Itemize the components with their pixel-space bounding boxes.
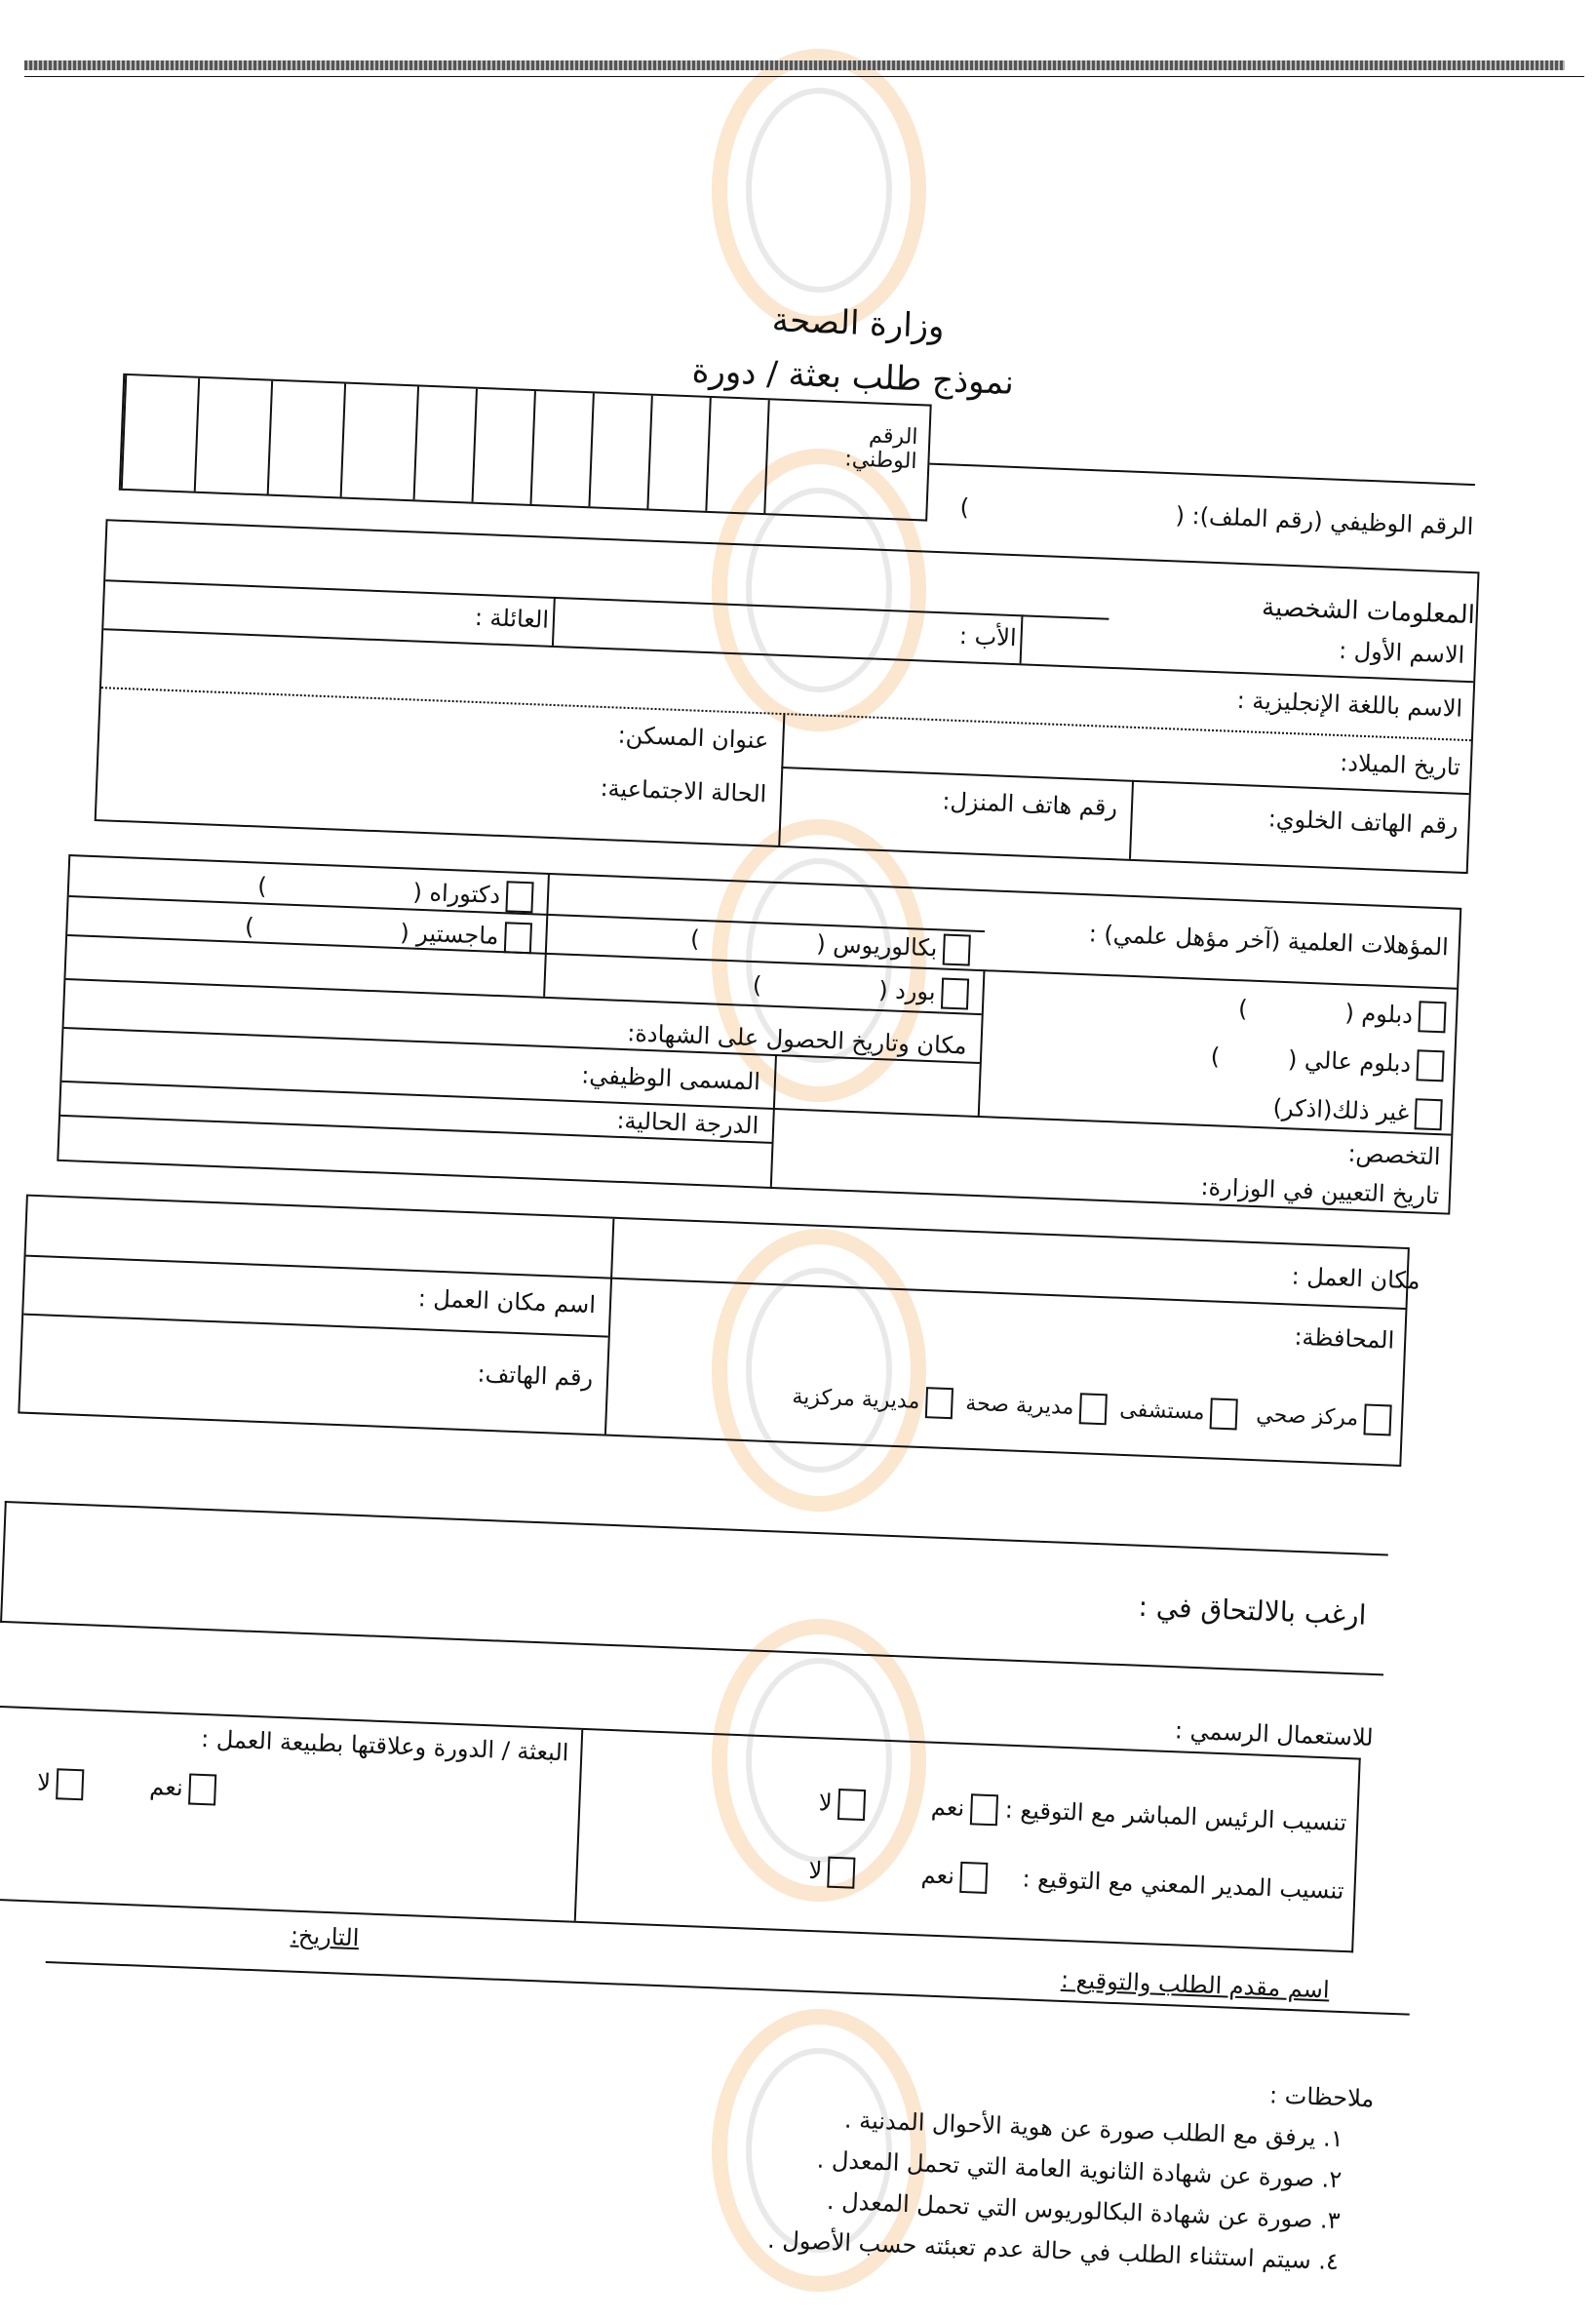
file-number-label: الرقم الوظيفي (رقم الملف): (	[1175, 501, 1474, 541]
id-digit-cell[interactable]	[646, 396, 709, 511]
note-item: ١. يرفق مع الطلب صورة عن هوية الأحوال المدنية .	[843, 2105, 1344, 2153]
director-recommendation: تنسيب المدير المعني مع التوقيع : نعم لا	[807, 1856, 1345, 1906]
relevance-options	[37, 1767, 217, 1805]
id-digit-cell[interactable]	[267, 381, 344, 497]
ministry-name: وزارة الصحة	[771, 300, 946, 347]
qualifications-heading: المؤهلات العلمية (آخر مؤهل علمي) :	[1088, 920, 1450, 962]
family-name-label[interactable]: العائلة :	[474, 603, 550, 634]
divider	[978, 969, 986, 1116]
desire-box	[0, 1501, 1388, 1675]
relevance-no[interactable]: لا	[37, 1768, 85, 1797]
option-higher-diploma[interactable]: دبلوم عالي ()	[1210, 1042, 1445, 1082]
official-use-box	[0, 1706, 1361, 1953]
home-phone-label[interactable]: رقم هاتف المنزل:	[941, 787, 1118, 822]
work-phone-label[interactable]: رقم الهاتف:	[477, 1359, 594, 1393]
first-name-label[interactable]: الاسم الأول :	[1338, 636, 1465, 669]
relevance-yes[interactable]: نعم	[149, 1773, 216, 1803]
divider	[105, 579, 1109, 620]
notes-section	[393, 2048, 1375, 2290]
note-item: ٢. صورة عن شهادة الثانوية العامة التي تحمل المعدل .	[816, 2145, 1343, 2194]
type-hospital[interactable]: مستشفى	[1119, 1397, 1238, 1427]
workplace-type-options	[792, 1382, 1392, 1436]
option-phd[interactable]: دكتوراه ()	[257, 871, 534, 913]
supervisor-no[interactable]: لا	[818, 1789, 866, 1818]
option-diploma[interactable]: دبلوم ()	[1238, 994, 1447, 1033]
english-name-label[interactable]: الاسم باللغة الإنجليزية :	[1236, 686, 1463, 723]
date-label[interactable]: التاريخ:	[290, 1921, 360, 1952]
divider	[604, 1219, 614, 1435]
divider	[770, 1054, 777, 1187]
option-board[interactable]: بورد ()	[752, 970, 969, 1009]
job-title-label[interactable]: المسمى الوظيفي:	[580, 1061, 761, 1096]
note-item: ٣. صورة عن شهادة البكالوريوس التي تحمل المعدل .	[826, 2186, 1342, 2235]
id-digit-cell[interactable]	[472, 389, 534, 504]
appointment-date-label[interactable]: تاريخ التعيين في الوزارة:	[1200, 1172, 1440, 1210]
current-grade-label[interactable]: الدرجة الحالية:	[615, 1106, 759, 1140]
national-id-grid	[119, 374, 932, 522]
id-digit-cell[interactable]	[588, 393, 650, 508]
national-id-label: الرقم الوطني:	[843, 423, 918, 475]
divider	[23, 1314, 608, 1338]
option-other[interactable]: غير ذلك(اذكر)	[1272, 1093, 1443, 1131]
marital-status-label[interactable]: الحالة الاجتماعية:	[600, 773, 767, 808]
mobile-label[interactable]: رقم الهاتف الخلوي:	[1267, 805, 1460, 840]
father-name-label[interactable]: الأب :	[958, 621, 1018, 652]
option-bachelor[interactable]: بكالوريوس ()	[690, 924, 971, 966]
specialty-label[interactable]: التخصص:	[1346, 1139, 1442, 1171]
notes-heading: ملاحظات :	[1268, 2081, 1375, 2113]
qualifications-box	[57, 854, 1461, 1215]
divider	[25, 1255, 1405, 1310]
divider	[1020, 614, 1024, 663]
official-use-heading: للاستعمال الرسمي :	[1174, 1716, 1375, 1752]
id-digit-cell[interactable]	[194, 378, 271, 494]
form-title: نموذج طلب بعثة / دورة	[691, 351, 1015, 403]
file-number-close[interactable]: )	[959, 492, 970, 522]
type-health-directorate[interactable]: مديرية صحة	[965, 1392, 1108, 1422]
divider	[778, 713, 785, 846]
director-no[interactable]: لا	[808, 1857, 856, 1886]
governorate-label[interactable]: المحافظة:	[1293, 1322, 1395, 1355]
id-digit-cell[interactable]	[413, 386, 476, 501]
desire-label[interactable]: ارغب بالالتحاق في :	[1138, 1590, 1368, 1632]
type-central-directorate[interactable]: مديرية مركزية	[792, 1385, 954, 1415]
id-digit-cell[interactable]	[340, 384, 417, 500]
director-yes[interactable]: نعم	[920, 1861, 988, 1891]
divider	[1129, 780, 1134, 859]
id-digit-cell[interactable]	[529, 391, 592, 506]
id-digit-cell[interactable]	[121, 375, 198, 492]
address-label[interactable]: عنوان المسكن:	[617, 721, 769, 755]
relevance-label: البعثة / الدورة وعلاقتها بطبيعة العمل :	[200, 1724, 569, 1767]
note-item: ٤. سيتم استثناء الطلب في حالة عدم تعبئته حسب الأصول .	[766, 2225, 1340, 2276]
divider	[574, 1730, 584, 1921]
id-digit-cell[interactable]	[763, 400, 826, 515]
divider	[543, 875, 550, 997]
workplace-box	[18, 1195, 1410, 1467]
personal-info-box	[95, 519, 1480, 874]
divider	[929, 463, 1475, 486]
divider	[552, 597, 556, 646]
id-digit-cell[interactable]	[705, 398, 767, 513]
divider	[103, 628, 1473, 683]
birth-date-label[interactable]: تاريخ الميلاد:	[1339, 749, 1461, 781]
workplace-name-label[interactable]: اسم مكان العمل :	[417, 1284, 597, 1319]
supervisor-recommendation: تنسيب الرئيس المباشر مع التوقيع : نعم لا	[818, 1789, 1347, 1837]
applicant-signature-label[interactable]: اسم مقدم الطلب والتوقيع :	[1060, 1965, 1331, 2004]
workplace-heading: مكان العمل :	[1291, 1262, 1421, 1295]
personal-info-heading: المعلومات الشخصية	[1261, 592, 1476, 631]
supervisor-yes[interactable]: نعم	[930, 1793, 997, 1824]
option-masters[interactable]: ماجستير ()	[244, 912, 532, 954]
cert-place-date-label[interactable]: مكان وتاريخ الحصول على الشهادة:	[626, 1019, 968, 1060]
type-health-center[interactable]: مركز صحي	[1256, 1402, 1392, 1432]
